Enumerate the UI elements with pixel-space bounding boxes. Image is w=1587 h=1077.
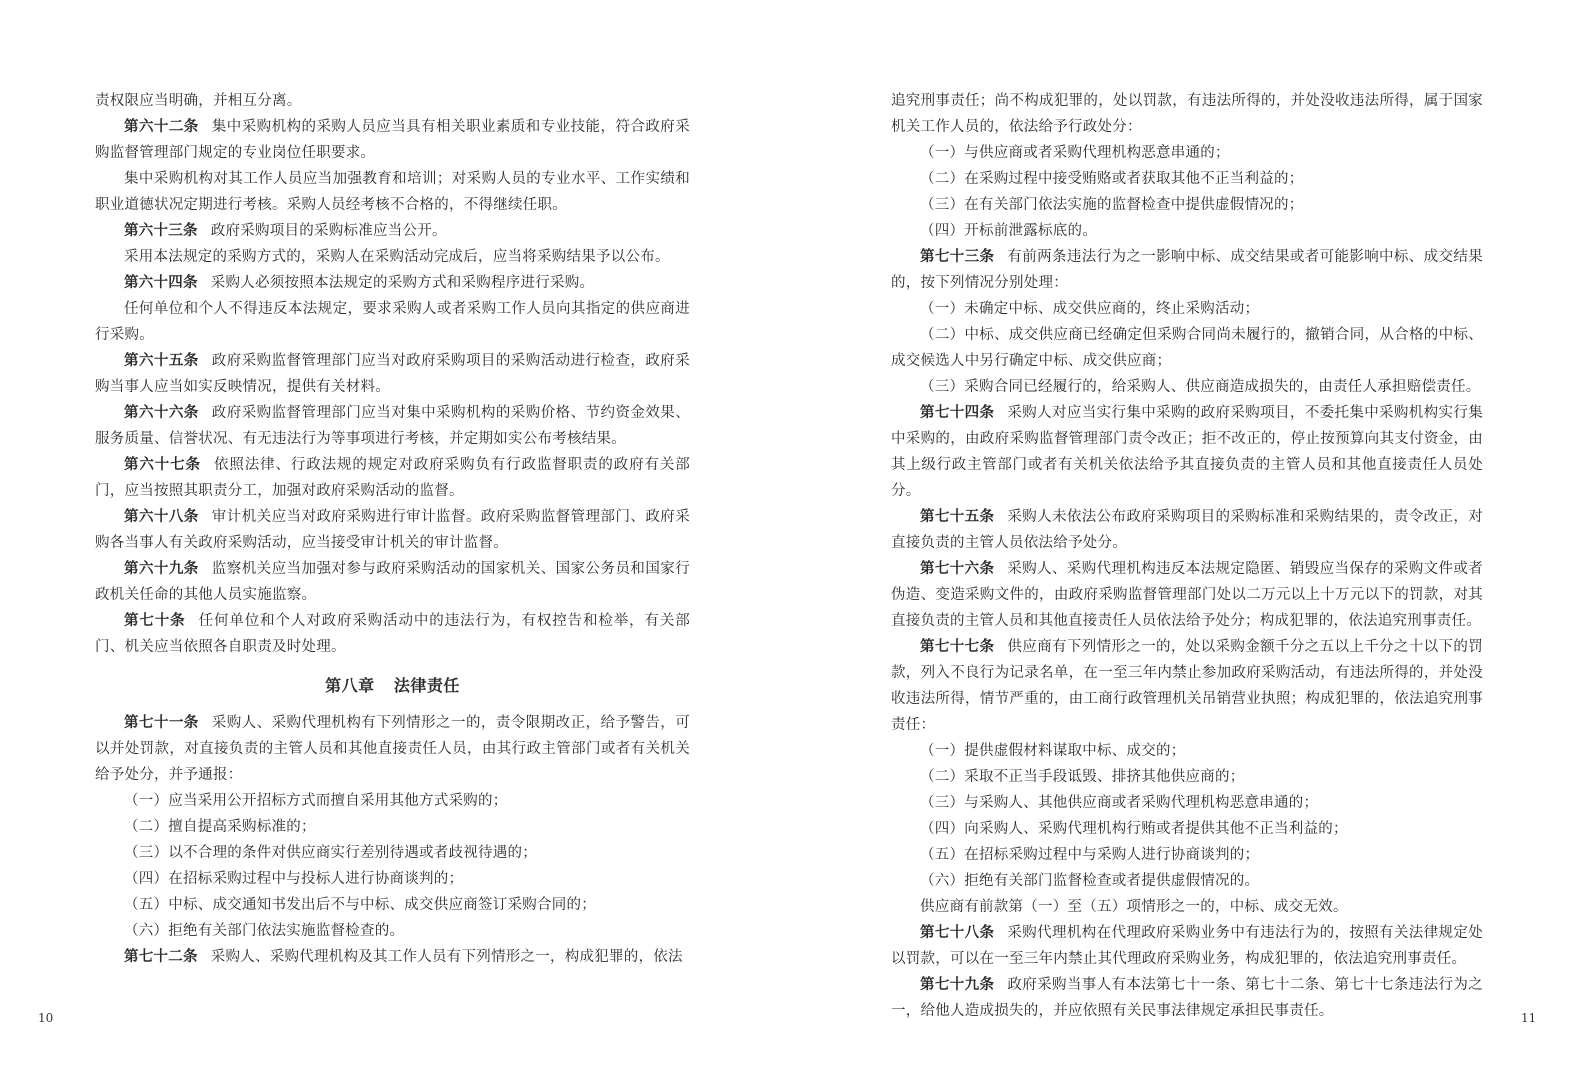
article-number: 第七十七条 bbox=[920, 638, 995, 655]
left-paragraphs-after bbox=[95, 710, 690, 970]
article-number: 第七十条 bbox=[124, 612, 186, 629]
list-item bbox=[891, 842, 1483, 868]
article-number: 第六十四条 bbox=[124, 274, 198, 291]
list-item bbox=[95, 892, 690, 918]
list-item bbox=[891, 166, 1483, 192]
paragraph-text: （六）拒绝有关部门监督检查或者提供虚假情况的。 bbox=[920, 873, 1260, 889]
article-paragraph bbox=[95, 400, 690, 452]
list-item bbox=[891, 738, 1483, 764]
chapter-heading bbox=[95, 672, 690, 700]
article-number: 第七十八条 bbox=[920, 924, 995, 941]
article-number: 第六十五条 bbox=[124, 352, 199, 369]
article-paragraph bbox=[95, 114, 690, 166]
paragraph-text: （四）在招标采购过程中与投标人进行协商谈判的； bbox=[124, 871, 464, 887]
paragraph-text: （六）拒绝有关部门依法实施监督检查的。 bbox=[124, 923, 405, 939]
article-number: 第七十四条 bbox=[920, 404, 995, 421]
list-item bbox=[891, 790, 1483, 816]
article-paragraph bbox=[891, 634, 1483, 738]
paragraph-text: （二）采取不正当手段诋毁、排挤其他供应商的； bbox=[920, 769, 1245, 785]
paragraph-text: 采购人、采购代理机构及其工作人员有下列情形之一，构成犯罪的，依法 bbox=[210, 949, 683, 965]
article-paragraph bbox=[95, 452, 690, 504]
paragraph-text: （二）擅自提高采购标准的； bbox=[124, 819, 316, 835]
article-paragraph bbox=[891, 504, 1483, 556]
list-item bbox=[891, 192, 1483, 218]
article-number: 第六十八条 bbox=[124, 508, 199, 525]
right-page bbox=[891, 88, 1483, 1024]
paragraph-text: 任何单位和个人对政府采购活动中的违法行为，有权控告和检举，有关部门、机关应当依照各自职责及时处理。 bbox=[95, 613, 691, 655]
paragraph-text: 供应商有下列情形之一的，处以采购金额千分之五以上千分之十以下的罚款，列入不良行为记录名单，在一至三年内禁止参加政府采购活动，有违法所得的，并处没收违法所得，情节严重的，由工商行政管理机关吊销营业执照；构成犯罪的，依法追究刑事责任： bbox=[891, 639, 1484, 733]
article-paragraph bbox=[95, 944, 690, 970]
paragraph-text: （一）未确定中标、成交供应商的，终止采购活动； bbox=[920, 301, 1260, 317]
article-paragraph bbox=[95, 710, 690, 788]
list-item bbox=[95, 840, 690, 866]
paragraph bbox=[891, 88, 1483, 140]
paragraph-text: （一）应当采用公开招标方式而擅自采用其他方式采购的； bbox=[124, 793, 508, 809]
paragraph-text: （五）中标、成交通知书发出后不与中标、成交供应商签订采购合同的； bbox=[124, 897, 596, 913]
paragraph-text: 依照法律、行政法规的规定对政府采购负有行政监督职责的政府有关部门，应当按照其职责分工，加强对政府采购活动的监督。 bbox=[95, 457, 691, 499]
paragraph-text: （四）开标前泄露标底的。 bbox=[920, 223, 1097, 239]
chapter-number: 第八章 bbox=[325, 676, 375, 695]
paragraph-text: 政府采购当事人有本法第七十一条、第七十二条、第七十七条违法行为之一，给他人造成损失的，并应依照有关民事法律规定承担民事责任。 bbox=[891, 977, 1484, 1019]
article-number: 第七十三条 bbox=[920, 248, 995, 265]
list-item bbox=[891, 816, 1483, 842]
paragraph-text: 集中采购机构的采购人员应当具有相关职业素质和专业技能，符合政府采购监督管理部门规定的专业岗位任职要求。 bbox=[95, 119, 690, 161]
article-paragraph bbox=[891, 400, 1483, 504]
article-number: 第七十五条 bbox=[920, 508, 995, 525]
list-item bbox=[891, 218, 1483, 244]
paragraph-text: 采购人必须按照本法规定的采购方式和采购程序进行采购。 bbox=[210, 275, 595, 291]
paragraph-text: 采购人、采购代理机构违反本法规定隐匿、销毁应当保存的采购文件或者伪造、变造采购文件的，由政府采购监督管理部门处以二万元以上十万元以下的罚款，对其直接负责的主管人员和其他直接责任人员依法给予处分；构成犯罪的，依法追究刑事责任。 bbox=[891, 561, 1484, 629]
paragraph-text: 审计机关应当对政府采购进行审计监督。政府采购监督管理部门、政府采购各当事人有关政府采购活动，应当接受审计机关的审计监督。 bbox=[95, 509, 690, 551]
article-paragraph bbox=[891, 920, 1483, 972]
paragraph bbox=[95, 166, 690, 218]
paragraph-text: 监察机关应当加强对参与政府采购活动的国家机关、国家公务员和国家行政机关任命的其他人员实施监察。 bbox=[95, 561, 690, 603]
paragraph bbox=[95, 244, 690, 270]
article-paragraph bbox=[95, 608, 690, 660]
paragraph bbox=[95, 296, 690, 348]
paragraph-text: （五）在招标采购过程中与采购人进行协商谈判的； bbox=[920, 847, 1260, 863]
article-number: 第六十三条 bbox=[124, 222, 198, 239]
paragraph-text: （二）中标、成交供应商已经确定但采购合同尚未履行的，撤销合同，从合格的中标、成交候选人中另行确定中标、成交供应商； bbox=[891, 327, 1483, 369]
paragraph-text: （三）采购合同已经履行的，给采购人、供应商造成损失的，由责任人承担赔偿责任。 bbox=[920, 379, 1481, 395]
paragraph-text: 采购人、采购代理机构有下列情形之一的，责令限期改正，给予警告，可以并处罚款，对直接负责的主管人员和其他直接责任人员，由其行政主管部门或者有关机关给予处分，并予通报： bbox=[95, 715, 690, 783]
left-page bbox=[95, 88, 690, 970]
paragraph-text: 采用本法规定的采购方式的，采购人在采购活动完成后，应当将采购结果予以公布。 bbox=[124, 249, 670, 265]
article-number: 第六十九条 bbox=[124, 560, 199, 577]
paragraph-text: （三）以不合理的条件对供应商实行差别待遇或者歧视待遇的； bbox=[124, 845, 537, 861]
paragraph-text: （二）在采购过程中接受贿赂或者获取其他不正当利益的； bbox=[920, 171, 1304, 187]
paragraph-text: 供应商有前款第（一）至（五）项情形之一的，中标、成交无效。 bbox=[920, 899, 1348, 915]
article-paragraph bbox=[891, 244, 1483, 296]
article-number: 第六十六条 bbox=[124, 404, 199, 421]
paragraph-text: （三）在有关部门依法实施的监督检查中提供虚假情况的； bbox=[920, 197, 1304, 213]
article-number: 第六十七条 bbox=[124, 456, 201, 473]
paragraph bbox=[891, 894, 1483, 920]
paragraph-text: 有前两条违法行为之一影响中标、成交结果或者可能影响中标、成交结果的，按下列情况分别处理： bbox=[891, 249, 1484, 291]
paragraph-text: 政府采购项目的采购标准应当公开。 bbox=[210, 223, 447, 239]
article-number: 第七十九条 bbox=[920, 976, 995, 993]
right-paragraphs bbox=[891, 88, 1483, 1024]
paragraph-text: （三）与采购人、其他供应商或者采购代理机构恶意串通的； bbox=[920, 795, 1319, 811]
article-paragraph bbox=[95, 556, 690, 608]
article-number: 第七十二条 bbox=[124, 948, 198, 965]
paragraph-text: （四）向采购人、采购代理机构行贿或者提供其他不正当利益的； bbox=[920, 821, 1348, 837]
list-item bbox=[891, 374, 1483, 400]
list-item bbox=[891, 140, 1483, 166]
article-number: 第七十六条 bbox=[920, 560, 995, 577]
chapter-title: 法律责任 bbox=[393, 676, 460, 695]
article-paragraph bbox=[891, 972, 1483, 1024]
list-item bbox=[95, 866, 690, 892]
paragraph-text: 任何单位和个人不得违反本法规定，要求采购人或者采购工作人员向其指定的供应商进行采购。 bbox=[95, 301, 690, 343]
paragraph-text: 采购代理机构在代理政府采购业务中有违法行为的，按照有关法律规定处以罚款，可以在一至三年内禁止其代理政府采购业务，构成犯罪的，依法追究刑事责任。 bbox=[891, 925, 1484, 967]
list-item bbox=[95, 918, 690, 944]
list-item bbox=[891, 296, 1483, 322]
article-paragraph bbox=[95, 504, 690, 556]
list-item bbox=[95, 814, 690, 840]
article-paragraph bbox=[891, 556, 1483, 634]
paragraph-text: 采购人未依法公布政府采购项目的采购标准和采购结果的，责令改正，对直接负责的主管人员依法给予处分。 bbox=[891, 509, 1484, 551]
list-item bbox=[891, 764, 1483, 790]
list-item bbox=[891, 868, 1483, 894]
paragraph-text: 政府采购监督管理部门应当对政府采购项目的采购活动进行检查，政府采购当事人应当如实反映情况，提供有关材料。 bbox=[95, 353, 690, 395]
article-number: 第六十二条 bbox=[124, 118, 199, 135]
paragraph-text: （一）提供虚假材料谋取中标、成交的； bbox=[920, 743, 1186, 759]
article-number: 第七十一条 bbox=[124, 714, 199, 731]
list-item bbox=[95, 788, 690, 814]
paragraph bbox=[95, 88, 690, 114]
left-paragraphs bbox=[95, 88, 690, 660]
article-paragraph bbox=[95, 218, 690, 244]
article-paragraph bbox=[95, 270, 690, 296]
paragraph-text: 责权限应当明确，并相互分离。 bbox=[95, 93, 302, 109]
list-item bbox=[891, 322, 1483, 374]
page-number-left: 10 bbox=[38, 1011, 54, 1025]
paragraph-text: 集中采购机构对其工作人员应当加强教育和培训；对采购人员的专业水平、工作实绩和职业道德状况定期进行考核。采购人员经考核不合格的，不得继续任职。 bbox=[95, 171, 690, 213]
page-number-right: 11 bbox=[1521, 1011, 1537, 1025]
paragraph-text: （一）与供应商或者采购代理机构恶意串通的； bbox=[920, 145, 1230, 161]
article-paragraph bbox=[95, 348, 690, 400]
paragraph-text: 政府采购监督管理部门应当对集中采购机构的采购价格、节约资金效果、服务质量、信誉状况、有无违法行为等事项进行考核，并定期如实公布考核结果。 bbox=[95, 405, 690, 447]
paragraph-text: 采购人对应当实行集中采购的政府采购项目，不委托集中采购机构实行集中采购的，由政府采购监督管理部门责令改正；拒不改正的，停止按预算向其支付资金，由其上级行政主管部门或者有关机关依法给予其直接负责的主管人员和其他直接责任人员处分。 bbox=[891, 405, 1484, 499]
paragraph-text: 追究刑事责任；尚不构成犯罪的，处以罚款，有违法所得的，并处没收违法所得，属于国家机关工作人员的，依法给予行政处分： bbox=[891, 93, 1483, 135]
